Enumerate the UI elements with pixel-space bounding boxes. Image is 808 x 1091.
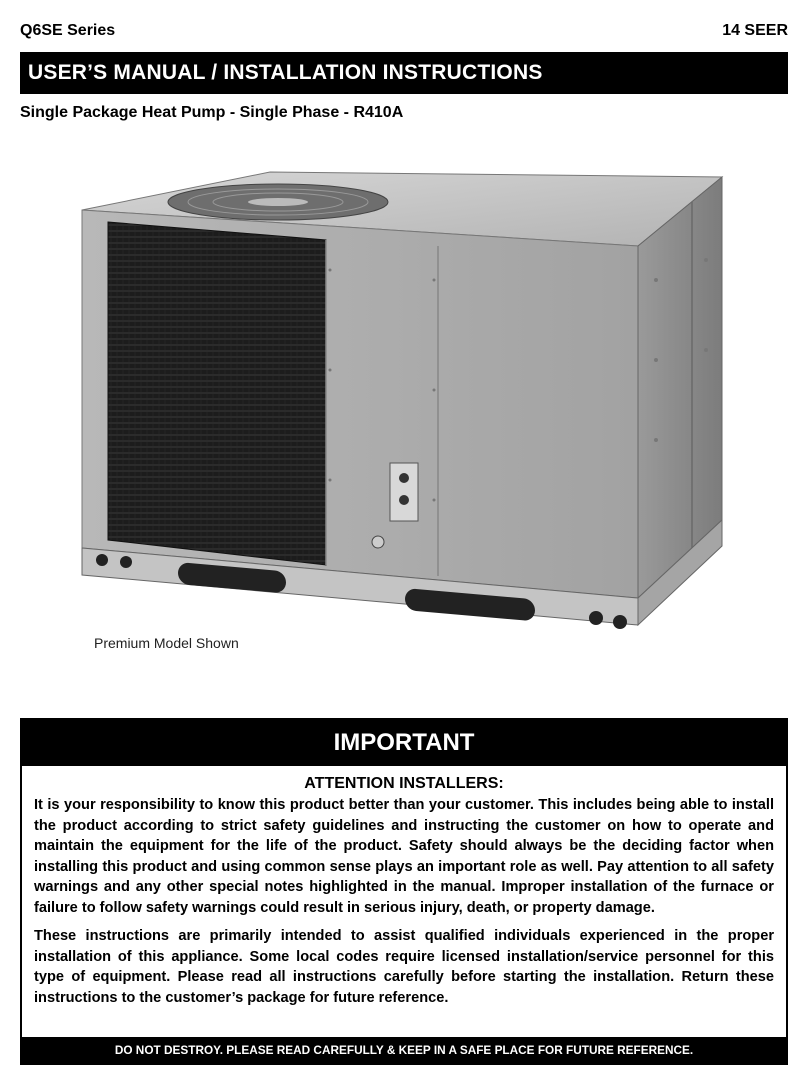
header-row (20, 22, 788, 40)
responsibility-paragraph: It is your responsibility to know this product better than your customer. This includes being able to install the product according to strict safety guidelines and instructing the customer on how to operate and maintain the equipment for the life of the product. Safety should always be the deciding factor when installing this product and using common sense plays an important role as well. Pay attention to all safety warnings and any other special notes highlighted in the manual. Improper installation of the furnace or failure to follow safety warnings could result in serious injury, death, or property damage. (34, 797, 774, 916)
important-notice-box (20, 718, 788, 1065)
attention-heading: ATTENTION INSTALLERS: (304, 775, 504, 792)
series-label: Q6SE Series (20, 22, 116, 39)
qualified-installer-paragraph: These instructions are primarily intended to assist qualified individuals experienced in the proper installation of this appliance. Some local codes require licensed installation/service personnel for this type of equipment. Please read all instructions carefully before starting the installation. Return these instructions to the customer’s package for future reference. (34, 928, 774, 1006)
figure-caption: Premium Model Shown (94, 635, 239, 651)
product-subtitle: Single Package Heat Pump - Single Phase - R410A (20, 104, 404, 121)
do-not-destroy-banner (20, 1037, 788, 1063)
seer-label: 14 SEER (722, 22, 788, 39)
footer-text: DO NOT DESTROY. PLEASE READ CAREFULLY & KEEP IN A SAFE PLACE FOR FUTURE REFERENCE. (114, 1043, 694, 1057)
manual-title-bar (20, 52, 788, 94)
heat-pump-unit-image (60, 150, 760, 670)
manual-title: USER’S MANUAL / INSTALLATION INSTRUCTIONS (28, 61, 543, 84)
condenser-coil (108, 222, 326, 565)
important-heading: IMPORTANT (22, 720, 786, 766)
electrical-connection-box (390, 463, 418, 521)
